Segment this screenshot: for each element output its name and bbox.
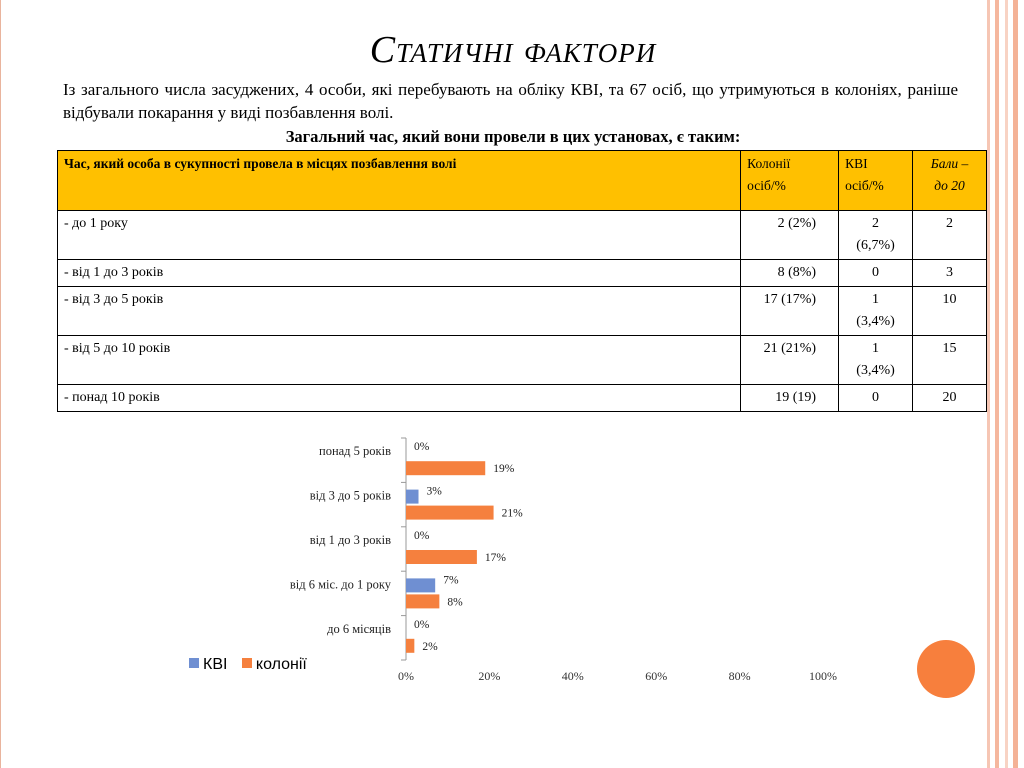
category-label: до 6 місяців <box>327 621 391 636</box>
row-label: - до 1 року <box>58 211 741 260</box>
header-score-line1: Бали – <box>930 156 969 171</box>
bar-colonies <box>406 506 494 520</box>
bar-colonies <box>406 550 477 564</box>
bar-colonies <box>406 461 485 475</box>
chart-legend <box>189 656 307 674</box>
row-kvi-percent: (3,4%) <box>856 363 895 378</box>
row-kvi-count: 1 <box>872 341 880 356</box>
row-kvi-count: 0 <box>872 265 880 280</box>
x-tick-label: 0% <box>398 669 414 683</box>
category-label: понад 5 років <box>319 444 391 459</box>
category-label: від 6 міс. до 1 року <box>289 577 391 592</box>
row-label: - від 3 до 5 років <box>58 287 741 336</box>
category-label: від 1 до 3 років <box>309 533 391 547</box>
x-tick-label: 80% <box>728 669 751 683</box>
decor-circle <box>917 640 975 698</box>
legend-swatch-colonies <box>242 658 252 668</box>
x-tick-label: 100% <box>809 669 837 683</box>
row-kvi-count: 2 <box>872 216 880 231</box>
row-label: - від 5 до 10 років <box>58 336 741 385</box>
legend-swatch-kvi <box>189 658 199 668</box>
data-label: 7% <box>443 574 459 587</box>
header-score-line2: до 20 <box>934 178 965 193</box>
x-tick-label: 60% <box>645 669 668 683</box>
data-label: 19% <box>493 463 515 476</box>
row-kvi-percent: (3,4%) <box>856 314 895 329</box>
row-score: 20 <box>913 385 987 412</box>
table-caption: Загальний час, який вони провели в цих установах, є таким: <box>285 127 741 146</box>
row-score: 3 <box>913 260 987 287</box>
data-label: 3% <box>426 485 442 498</box>
data-label: 0% <box>414 618 430 631</box>
header-colonies-line2: осіб/% <box>747 178 786 193</box>
row-colonies: 19 (19) <box>741 385 839 412</box>
legend-label-colonies: колонії <box>255 656 307 673</box>
category-label: від 3 до 5 років <box>309 488 391 503</box>
x-tick-label: 40% <box>561 669 584 683</box>
row-kvi-count: 0 <box>872 390 880 405</box>
row-colonies: 8 (8%) <box>741 260 839 287</box>
row-kvi-count: 1 <box>872 292 880 307</box>
row-label: - понад 10 років <box>58 385 741 412</box>
data-label: 17% <box>484 552 506 564</box>
data-label: 2% <box>422 640 438 653</box>
slide-title: Статичні фактори <box>369 29 657 71</box>
bar-colonies <box>406 639 414 653</box>
header-colonies-line1: Колонії <box>747 156 791 171</box>
intro-text: Із загального числа засуджених, 4 особи, які перебувають на обліку КВІ, та 67 осіб, що утримуються в колоніях, раніше відбували покарання у виді позбавлення волі. <box>63 80 958 122</box>
row-score: 10 <box>913 287 987 336</box>
data-label: 0% <box>414 441 430 454</box>
header-time: Час, який особа в сукупності провела в місцях позбавлення волі <box>58 151 741 211</box>
legend-label-kvi: КВІ <box>203 656 228 673</box>
row-score: 15 <box>913 336 987 385</box>
row-label: - від 1 до 3 років <box>58 260 741 287</box>
data-label: 21% <box>501 507 523 520</box>
header-kvi-line2: осіб/% <box>845 178 884 193</box>
bar-kvi <box>406 490 419 504</box>
x-tick-label: 20% <box>478 669 501 683</box>
bar-colonies <box>406 594 439 608</box>
bar-chart <box>1 0 1024 768</box>
row-colonies: 2 (2%) <box>741 211 839 260</box>
data-label: 0% <box>414 530 430 542</box>
bar-kvi <box>406 578 435 592</box>
header-kvi-line1: КВІ <box>845 156 868 171</box>
row-kvi-percent: (6,7%) <box>856 238 895 253</box>
data-label: 8% <box>447 596 463 609</box>
row-colonies: 21 (21%) <box>741 336 839 385</box>
row-score: 2 <box>913 211 987 260</box>
row-colonies: 17 (17%) <box>741 287 839 336</box>
